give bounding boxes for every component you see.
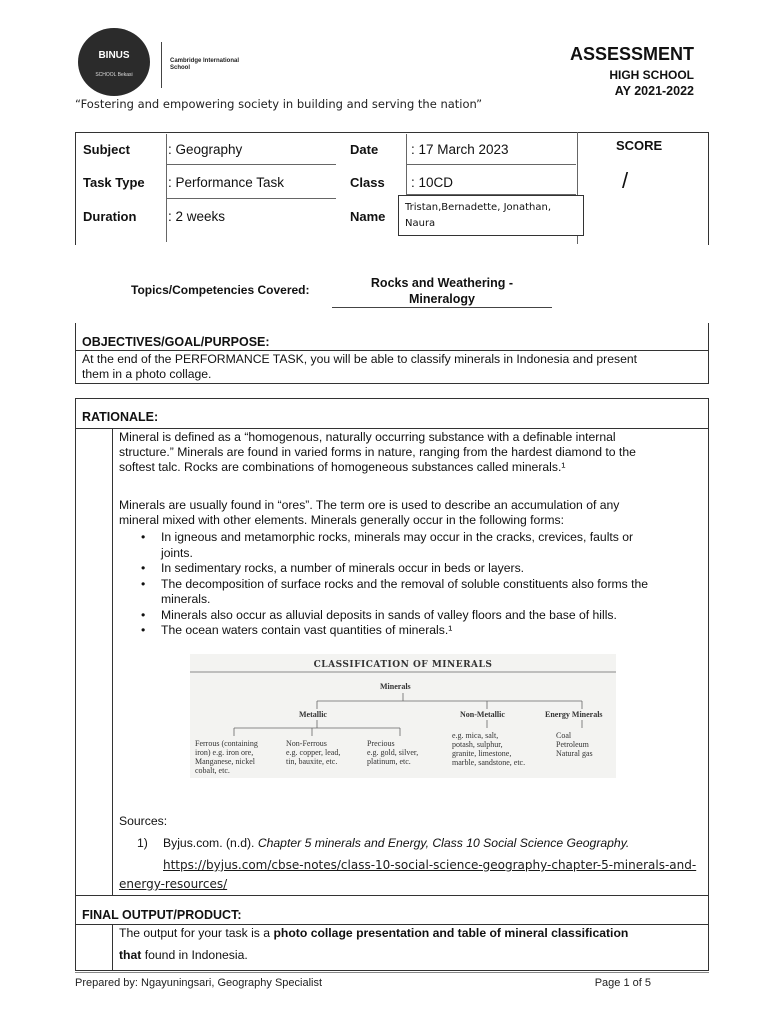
diagram-nonmetallic: Non-Metallic <box>460 710 505 719</box>
topics-value-line1: Rocks and Weathering - <box>370 276 514 290</box>
topics-value-line2: Mineralogy <box>409 292 475 306</box>
subject-label: Subject <box>83 142 130 157</box>
ore-forms-list <box>119 530 699 639</box>
prepared-by: Prepared by: Ngayuningsari, Geography Specialist <box>75 977 323 989</box>
objectives-bottom <box>75 383 709 384</box>
topics-underline <box>332 307 552 308</box>
subject-value: : Geography <box>168 142 243 157</box>
diagram-ferrous: Ferrous (containing iron) e.g. iron ore, Manganese, nickel cobalt, etc. <box>195 739 258 775</box>
partner-name: Cambridge International School <box>170 58 240 71</box>
rationale-divider <box>75 428 709 429</box>
rationale-inner-col <box>112 428 113 896</box>
academic-year: AY 2021-2022 <box>614 84 694 98</box>
mid-col-line <box>406 134 407 194</box>
tasktype-underline <box>166 198 336 199</box>
score-label: SCORE <box>616 138 663 153</box>
objectives-line2: them in a photo collage. <box>82 367 212 381</box>
tasktype-value: : Performance Task <box>168 175 285 190</box>
diagram-title: CLASSIFICATION OF MINERALS <box>313 660 493 670</box>
school-level: HIGH SCHOOL <box>609 68 694 82</box>
logo-divider <box>161 42 162 88</box>
student-names-field[interactable] <box>398 195 584 236</box>
diagram-root: Minerals <box>380 682 411 691</box>
class-value: : 10CD <box>411 175 454 190</box>
list-item: • The ocean waters contain vast quantities of minerals.¹ <box>119 623 699 639</box>
objectives-title: OBJECTIVES/GOAL/PURPOSE: <box>82 335 270 349</box>
topics-label: Topics/Competencies Covered: <box>131 283 310 297</box>
list-item: • Minerals also occur as alluvial deposits in sands of valley floors and the base of hills. <box>119 608 699 624</box>
rationale-p2-line1: Minerals are usually found in “ores”. The term ore is used to describe an accumulation of any <box>119 498 620 512</box>
list-item: • The decomposition of surface rocks and the removal of soluble constituents also forms the minerals. <box>119 577 699 608</box>
left-col-line <box>166 134 167 242</box>
final-inner-col <box>112 924 113 970</box>
date-value: : 17 March 2023 <box>411 142 509 157</box>
objectives-divider <box>75 350 709 351</box>
rationale-title: RATIONALE: <box>82 410 159 424</box>
topics-value <box>332 275 552 307</box>
name-label: Name <box>350 209 386 224</box>
diagram-metallic: Metallic <box>299 710 327 719</box>
logo-name: BINUS <box>98 50 130 61</box>
tasktype-label: Task Type <box>83 175 145 190</box>
duration-value: : 2 weeks <box>168 209 226 224</box>
list-item: • In igneous and metamorphic rocks, minerals may occur in the cracks, crevices, faults or joints. <box>119 530 699 561</box>
duration-label: Duration <box>83 209 137 224</box>
date-underline <box>406 164 576 165</box>
final-output-title: FINAL OUTPUT/PRODUCT: <box>82 908 242 922</box>
diagram-energy: Energy Minerals <box>545 710 603 719</box>
diagram-precious: Precious e.g. gold, silver, platinum, etc. <box>367 739 419 766</box>
final-divider <box>75 924 709 925</box>
logo-subtext: SCHOOL Bekasi <box>95 72 133 78</box>
date-label: Date <box>350 142 379 157</box>
source-citation: Byjus.com. (n.d). Chapter 5 minerals and Energy, Class 10 Social Science Geography. <box>163 836 630 850</box>
objectives-line1: At the end of the PERFORMANCE TASK, you will be able to classify minerals in Indonesia and present <box>82 352 638 366</box>
list-item: • In sedimentary rocks, a number of minerals occur in beds or layers. <box>119 561 699 577</box>
score-value: / <box>622 168 629 193</box>
footer-rule <box>75 972 709 973</box>
rationale-p1-line2: structure.” Minerals are found in varied forms in nature, ranging from the hardest diamond to the <box>119 445 636 459</box>
final-top-line <box>75 895 709 896</box>
school-logo <box>78 28 238 96</box>
final-output-line1: The output for your task is a photo collage presentation and table of mineral classification <box>119 926 629 940</box>
school-motto: “Fostering and empowering society in building and serving the nation” <box>75 97 483 111</box>
page-number: Page 1 of 5 <box>594 977 651 989</box>
mineral-classification-diagram <box>190 654 616 778</box>
source-number: 1) <box>137 836 148 850</box>
rationale-p1-line1: Mineral is defined as a “homogenous, naturally occurring substance with a definable internal <box>119 430 616 444</box>
logo-emblem <box>78 28 150 96</box>
student-names-line2: Naura <box>405 218 436 229</box>
student-names-line1: Tristan,Bernadette, Jonathan, <box>405 202 552 213</box>
class-label: Class <box>350 175 385 190</box>
subject-underline <box>166 164 336 165</box>
document-title: ASSESSMENT <box>569 44 694 64</box>
diagram-nonferrous: Non-Ferrous e.g. copper, lead, tin, bauxite, etc. <box>286 739 341 766</box>
sources-title: Sources: <box>119 814 168 828</box>
diagram-nonmetallic-items: e.g. mica, salt, potash, sulphur, granite, limestone, marble, sandstone, etc. <box>452 731 526 767</box>
rationale-p1-line3: softest talc. Rocks are combinations of homogeneous substances called minerals.¹ <box>119 460 566 474</box>
final-output-line2: that found in Indonesia. <box>119 948 248 962</box>
source-link-line2[interactable]: energy-resources/ <box>119 877 228 891</box>
rationale-p2-line2: mineral mixed with other elements. Minerals generally occur in the following forms: <box>119 513 565 527</box>
final-bottom-line <box>75 970 709 971</box>
source-link-line1[interactable]: https://byjus.com/cbse-notes/class-10-social-science-geography-chapter-5-minerals-and- <box>163 858 697 872</box>
diagram-energy-items: Coal Petroleum Natural gas <box>556 731 593 758</box>
